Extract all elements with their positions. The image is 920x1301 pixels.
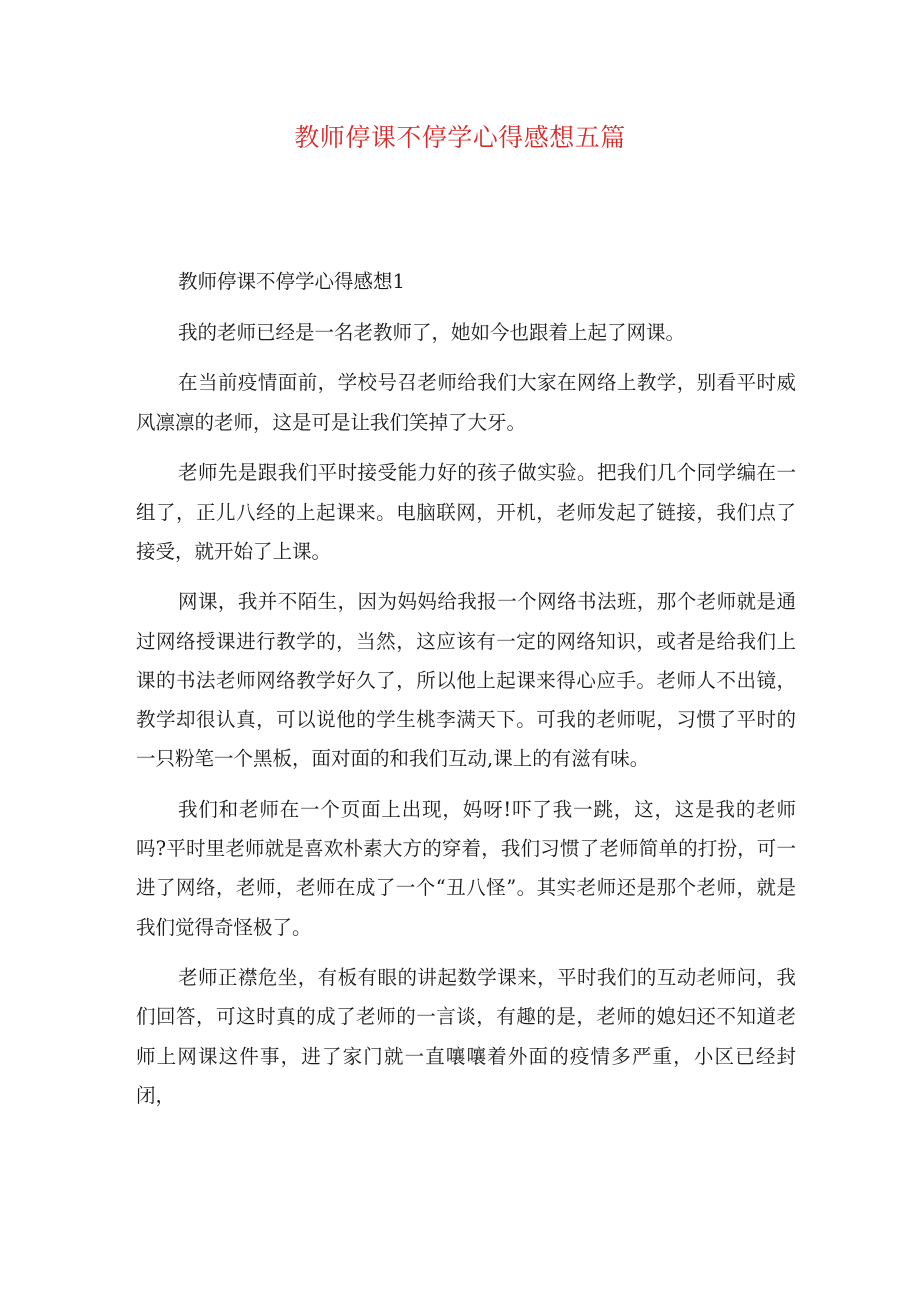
document-body xyxy=(136,262,796,1127)
paragraph: 老师先是跟我们平时接受能力好的孩子做实验。把我们几个同学编在一组了，正儿八经的上起课来。电脑联网，开机，老师发起了链接，我们点了接受，就开始了上课。 xyxy=(136,461,796,563)
paragraph: 网课，我并不陌生，因为妈妈给我报一个网络书法班，那个老师就是通过网络授课进行教学的，当然，这应该有一定的网络知识，或者是给我们上课的书法老师网络教学好久了，所以他上起课来得心应手。老师人不出镜，教学却很认真，可以说他的学生桃李满天下。可我的老师呢，习惯了平时的一只粉笔一个黑板，面对面的和我们互动,课上的有滋有味。 xyxy=(136,590,796,771)
paragraph: 我的老师已经是一名老教师了，她如今也跟着上起了网课。 xyxy=(178,320,686,344)
document-title: 教师停课不停学心得感想五篇 xyxy=(294,123,626,152)
paragraph: 在当前疫情面前，学校号召老师给我们大家在网络上教学，别看平时威风凛凛的老师，这是可是让我们笑掉了大牙。 xyxy=(136,371,796,434)
paragraph: 我们和老师在一个页面上出现，妈呀!吓了我一跳，这，这是我的老师吗?平时里老师就是喜欢朴素大方的穿着，我们习惯了老师简单的打扮，可一进了网络，老师，老师在成了一个“丑八怪”。其实老师还是那个老师，就是我们觉得奇怪极了。 xyxy=(136,797,796,939)
paragraph: 老师正襟危坐，有板有眼的讲起数学课来，平时我们的互动老师问，我们回答，可这时真的成了老师的一言谈，有趣的是，老师的媳妇还不知道老师上网课这件事，进了家门就一直嚷嚷着外面的疫情多严重，小区已经封闭， xyxy=(136,966,796,1107)
section-heading: 教师停课不停学心得感想1 xyxy=(178,270,405,293)
